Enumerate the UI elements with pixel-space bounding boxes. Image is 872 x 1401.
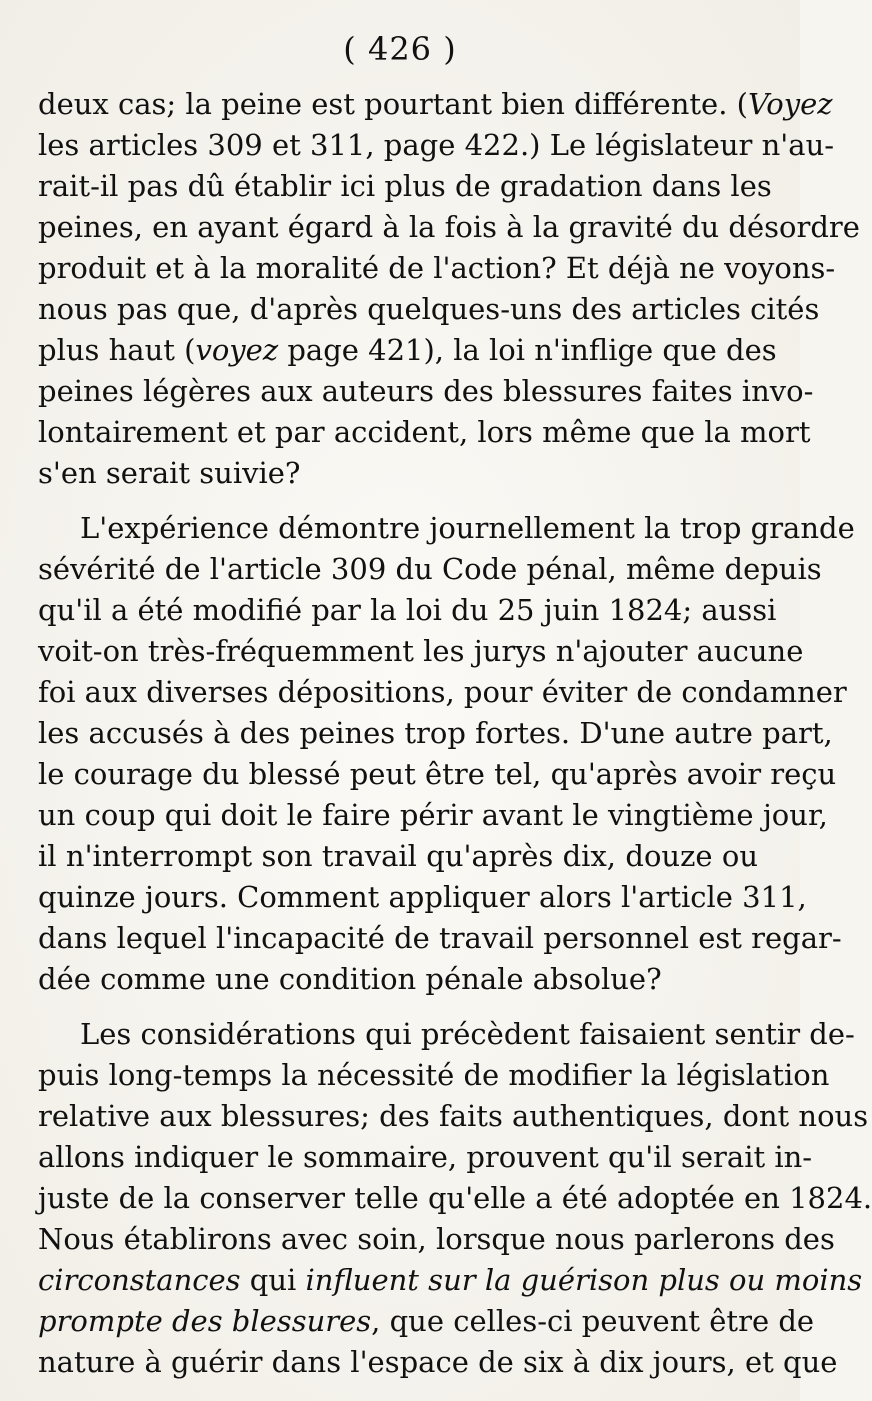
text-line: [38, 672, 847, 713]
text-span: allons indiquer le sommaire, prouvent qu'il serait in-: [38, 1140, 813, 1174]
text-line: [38, 412, 811, 453]
italic-text: circonstances: [38, 1263, 241, 1297]
text-line: [38, 1301, 815, 1342]
italic-text: influent sur la guérison plus ou moins: [305, 1263, 863, 1297]
text-span: qui: [240, 1263, 306, 1297]
text-line: [38, 1014, 855, 1055]
text-span: dans lequel l'incapacité de travail personnel est regar-: [38, 921, 842, 955]
text-line: [38, 453, 758, 494]
text-span: le courage du blessé peut être tel, qu'après avoir reçu: [38, 757, 837, 791]
text-span: il n'interrompt son travail qu'après dix, douze ou: [38, 839, 758, 873]
text-line: [38, 590, 777, 631]
text-span: quinze jours. Comment appliquer alors l'article 311,: [38, 880, 807, 914]
text-line: [38, 248, 836, 289]
text-line: [38, 330, 777, 371]
text-span: nature à guérir dans l'espace de six à dix jours, et que: [38, 1345, 838, 1379]
text-line: [38, 371, 814, 412]
text-line: [38, 1055, 830, 1096]
text-span: relative aux blessures; des faits authentiques, dont nous: [38, 1099, 869, 1133]
text-line: [38, 836, 758, 877]
text-line: [38, 549, 822, 590]
text-span: peines légères aux auteurs des blessures faites invo-: [38, 374, 814, 408]
text-span: puis long-temps la nécessité de modifier la législation: [38, 1058, 830, 1092]
text-span: deux cas; la peine est pourtant bien différente. (: [38, 87, 748, 121]
text-span: rait-il pas dû établir ici plus de gradation dans les: [38, 169, 772, 203]
text-line: [38, 207, 860, 248]
text-line: [38, 125, 835, 166]
text-span: un coup qui doit le faire périr avant le vingtième jour,: [38, 798, 828, 832]
text-line: [38, 959, 758, 1000]
paragraph-gap: [38, 1000, 758, 1014]
text-span: nous pas que, d'après quelques-uns des articles cités: [38, 292, 820, 326]
italic-text: prompte des blessures: [38, 1304, 372, 1338]
text-line: [38, 795, 828, 836]
text-span: Les considérations qui précèdent faisaient sentir de-: [80, 1017, 855, 1051]
paragraph: [38, 84, 860, 494]
text-span: L'expérience démontre journellement la trop grande: [80, 511, 855, 545]
text-span: sévérité de l'article 309 du Code pénal, même depuis: [38, 552, 822, 586]
text-span: peines, en ayant égard à la fois à la gravité du désordre: [38, 210, 860, 244]
text-line: [38, 754, 837, 795]
text-line: [38, 1260, 863, 1301]
text-line: [38, 918, 842, 959]
text-line: [38, 289, 820, 330]
text-line: [38, 1178, 872, 1219]
text-line: [38, 166, 772, 207]
text-span: voit-on très-fréquemment les jurys n'ajouter aucune: [38, 634, 804, 668]
text-line: [38, 631, 804, 672]
text-span: les accusés à des peines trop fortes. D'une autre part,: [38, 716, 833, 750]
text-line: [38, 1342, 838, 1383]
paragraph: [38, 1014, 872, 1383]
text-span: , que celles-ci peuvent être de: [371, 1304, 815, 1338]
text-span: juste de la conserver telle qu'elle a été adoptée en 1824.: [38, 1181, 872, 1215]
text-span: plus haut (: [38, 333, 196, 367]
text-span: qu'il a été modifié par la loi du 25 juin 1824; aussi: [38, 593, 777, 627]
body-text: [38, 84, 872, 1383]
paragraph: [38, 508, 855, 1000]
text-span: foi aux diverses dépositions, pour éviter de condamner: [38, 675, 847, 709]
text-span: lontairement et par accident, lors même que la mort: [38, 415, 811, 449]
text-line: [38, 508, 855, 549]
text-line: [38, 1219, 835, 1260]
text-span: Nous établirons avec soin, lorsque nous parlerons des: [38, 1222, 835, 1256]
text-span: page 421), la loi n'inflige que des: [278, 333, 777, 367]
text-span: produit et à la moralité de l'action? Et déjà ne voyons-: [38, 251, 836, 285]
text-span: les articles 309 et 311, page 422.) Le législateur n'au-: [38, 128, 835, 162]
text-line: [38, 84, 833, 125]
page-number: ( 426 ): [343, 30, 457, 68]
text-line: [38, 713, 833, 754]
paragraph-gap: [38, 494, 758, 508]
text-span: dée comme une condition pénale absolue?: [38, 962, 662, 996]
text-line: [38, 877, 807, 918]
italic-text: Voyez: [747, 87, 833, 121]
text-span: s'en serait suivie?: [38, 456, 301, 490]
text-line: [38, 1096, 869, 1137]
italic-text: voyez: [195, 333, 279, 367]
text-line: [38, 1137, 813, 1178]
